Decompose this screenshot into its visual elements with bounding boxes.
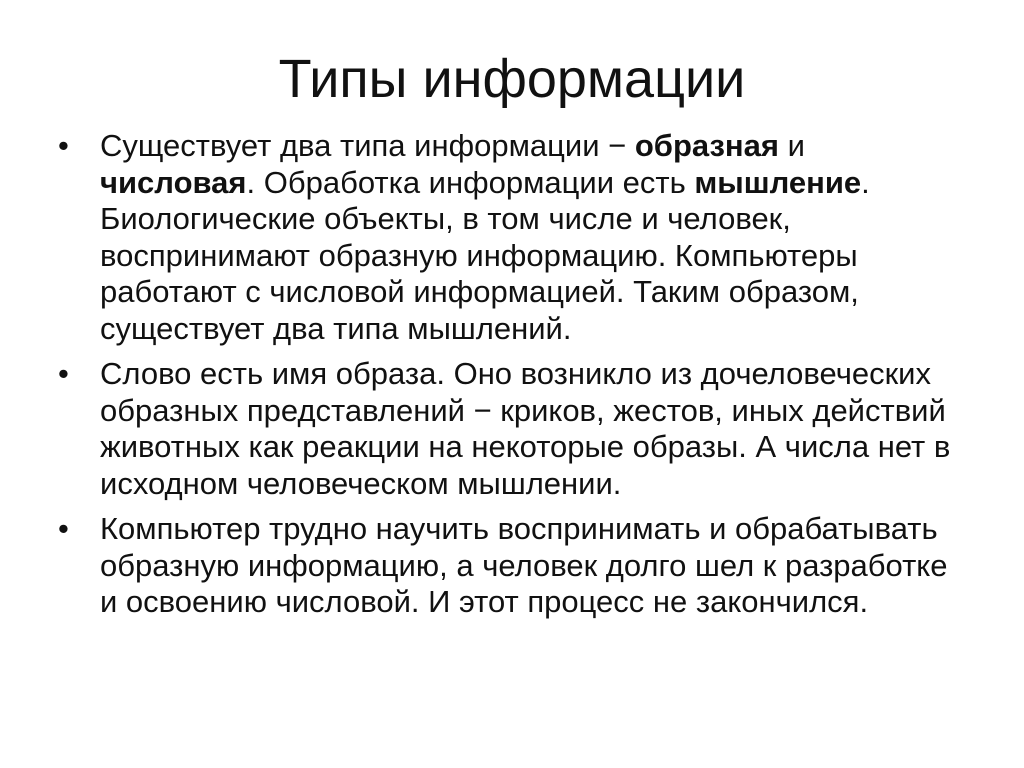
bullet-text-segment: . Биологические объекты, в том числе и человек, воспринимают образную информацию. Компьютеры работают с числовой информацией. Таким образом, существует два типа мышлений. [100, 164, 870, 346]
bold-term-numeric: числовая [100, 164, 247, 200]
bullet-marker: • [58, 128, 69, 163]
bullet-item-3 [58, 511, 958, 621]
bullet-text: Слово есть имя образа. Оно возникло из дочеловеческих образных представлений − криков, жестов, иных действий животных как реакции на некоторые образы. А числа нет в исходном человеческом мышлении. [100, 356, 951, 501]
bullet-text: Компьютер трудно научить воспринимать и обрабатывать образную информацию, а человек долго шел к разработке и освоению числовой. И этот процесс не закончился. [100, 511, 948, 619]
bullet-marker: • [58, 356, 69, 391]
bullet-text-segment: Существует два типа информации − [100, 128, 635, 163]
bullet-marker: • [58, 511, 69, 546]
bold-term-thinking: мышление [694, 164, 862, 200]
bullet-list [58, 128, 958, 630]
bullet-text-segment: и [778, 128, 805, 163]
bullet-item-1 [58, 128, 958, 347]
bold-term-imagery: образная [634, 128, 779, 163]
bullet-item-2 [58, 356, 958, 502]
slide-title: Типы информации [278, 49, 746, 109]
bullet-text-segment: . Обработка информации есть [246, 164, 695, 200]
